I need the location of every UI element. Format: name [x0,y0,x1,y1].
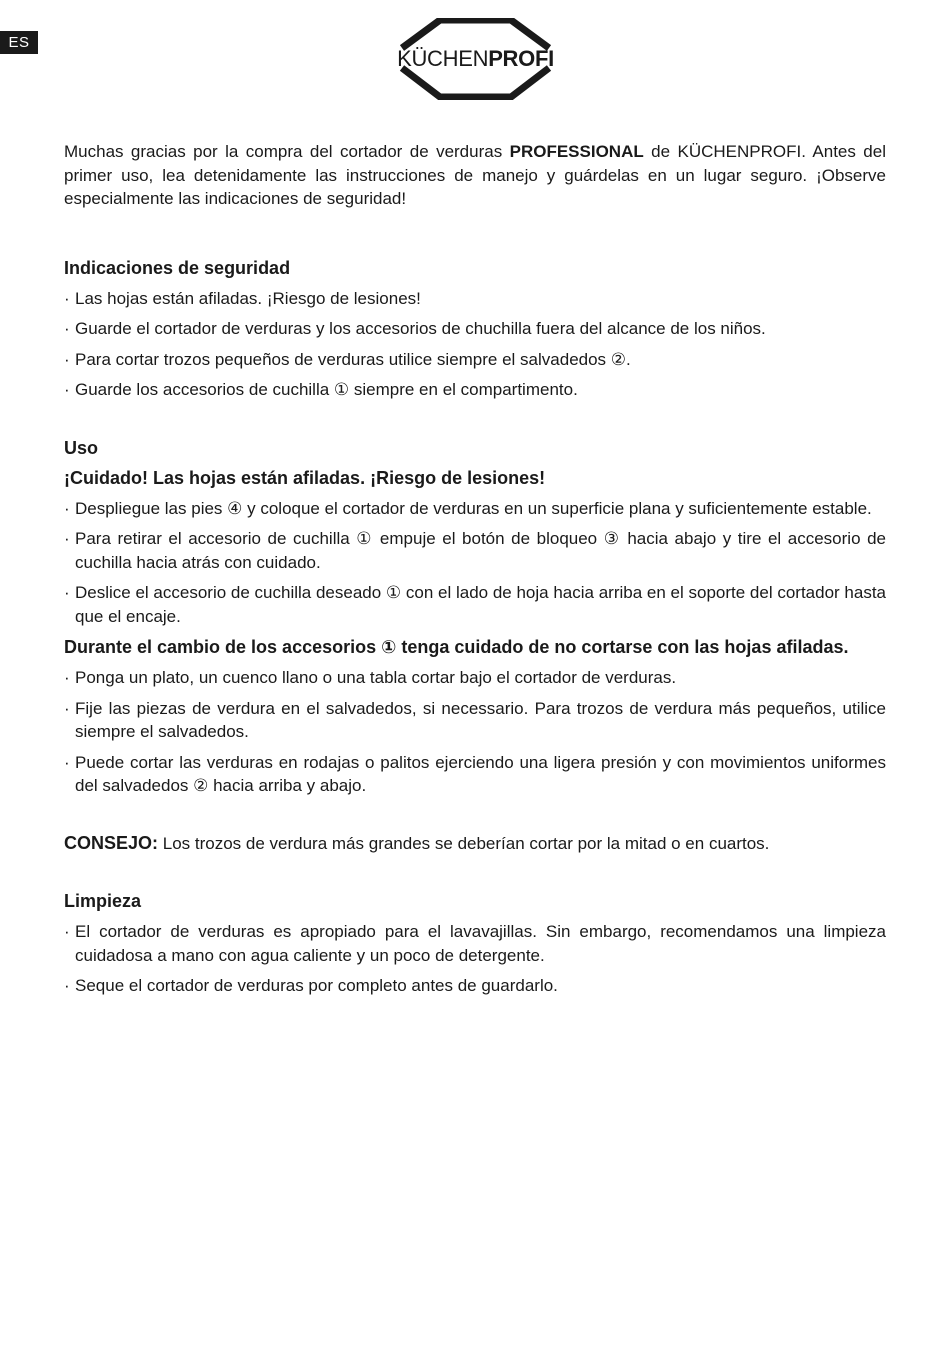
list-item: · Guarde los accesorios de cuchilla ① siempre en el compartimento. [64,378,886,402]
accessory-change-warning: Durante el cambio de los accesorios ① tenga cuidado de no cortarse con las hojas afiladas. [64,637,849,657]
list-item: · Puede cortar las verduras en rodajas o palitos ejerciendo una ligera presión y con movimientos uniformes del salvadedos ② hacia arriba y abajo. [64,751,886,798]
usage-list-b [64,666,886,798]
product-name: PROFESSIONAL [509,142,644,161]
tip-paragraph [64,832,886,856]
cleaning-list [64,920,886,998]
manual-content [64,140,886,998]
logo-bold-text: PROFI [488,46,554,71]
usage-list-a [64,497,886,629]
language-tab: ES [0,31,38,54]
usage-heading: Uso [64,437,99,458]
list-item: · Seque el cortador de verduras por completo antes de guardarlo. [64,974,886,998]
tip-label: CONSEJO: [64,832,159,853]
safety-heading: Indicaciones de seguridad [64,257,291,278]
intro-text-1: Muchas gracias por la compra del cortador de verduras [64,142,510,161]
list-item: · Para retirar el accesorio de cuchilla ① empuje el botón de bloqueo ③ hacia abajo y tire el accesorio de cuchilla hacia atrás con cuidado. [64,527,886,574]
tip-text: Los trozos de verdura más grandes se deberían cortar por la mitad o en cuartos. [158,833,770,853]
logo-light-text: KÜCHEN [397,46,489,71]
intro-text-2: de KÜCHENPROFI. Antes del primer uso, lea detenidamente las instrucciones de manejo y guárdelas en un lugar seguro. ¡Observe especialmente las indicaciones de seguridad! [64,142,886,208]
list-item: · El cortador de verduras es apropiado para el lavavajillas. Sin embargo, recomendamos una limpieza cuidadosa a mano con agua caliente y un poco de detergente. [64,920,886,967]
list-item: · Fije las piezas de verdura en el salvadedos, si necessario. Para trozos de verdura más pequeños, utilice siempre el salvadedos. [64,697,886,744]
list-item: · Las hojas están afiladas. ¡Riesgo de lesiones! [64,287,886,311]
logo-wordmark [388,47,563,71]
cleaning-heading: Limpieza [64,891,142,911]
brand-logo [388,18,563,100]
list-item: · Para cortar trozos pequeños de verduras utilice siempre el salvadedos ②. [64,348,886,372]
list-item: · Guarde el cortador de verduras y los accesorios de chuchilla fuera del alcance de los niños. [64,317,886,341]
usage-warning: ¡Cuidado! Las hojas están afiladas. ¡Riesgo de lesiones! [64,467,546,488]
list-item: · Despliegue las pies ④ y coloque el cortador de verduras en un superficie plana y suficientemente estable. [64,497,886,521]
intro-paragraph [64,140,886,211]
list-item: · Ponga un plato, un cuenco llano o una tabla cortar bajo el cortador de verduras. [64,666,886,690]
list-item: · Deslice el accesorio de cuchilla deseado ① con el lado de hoja hacia arriba en el soporte del cortador hasta que el encaje. [64,581,886,628]
safety-list [64,287,886,402]
